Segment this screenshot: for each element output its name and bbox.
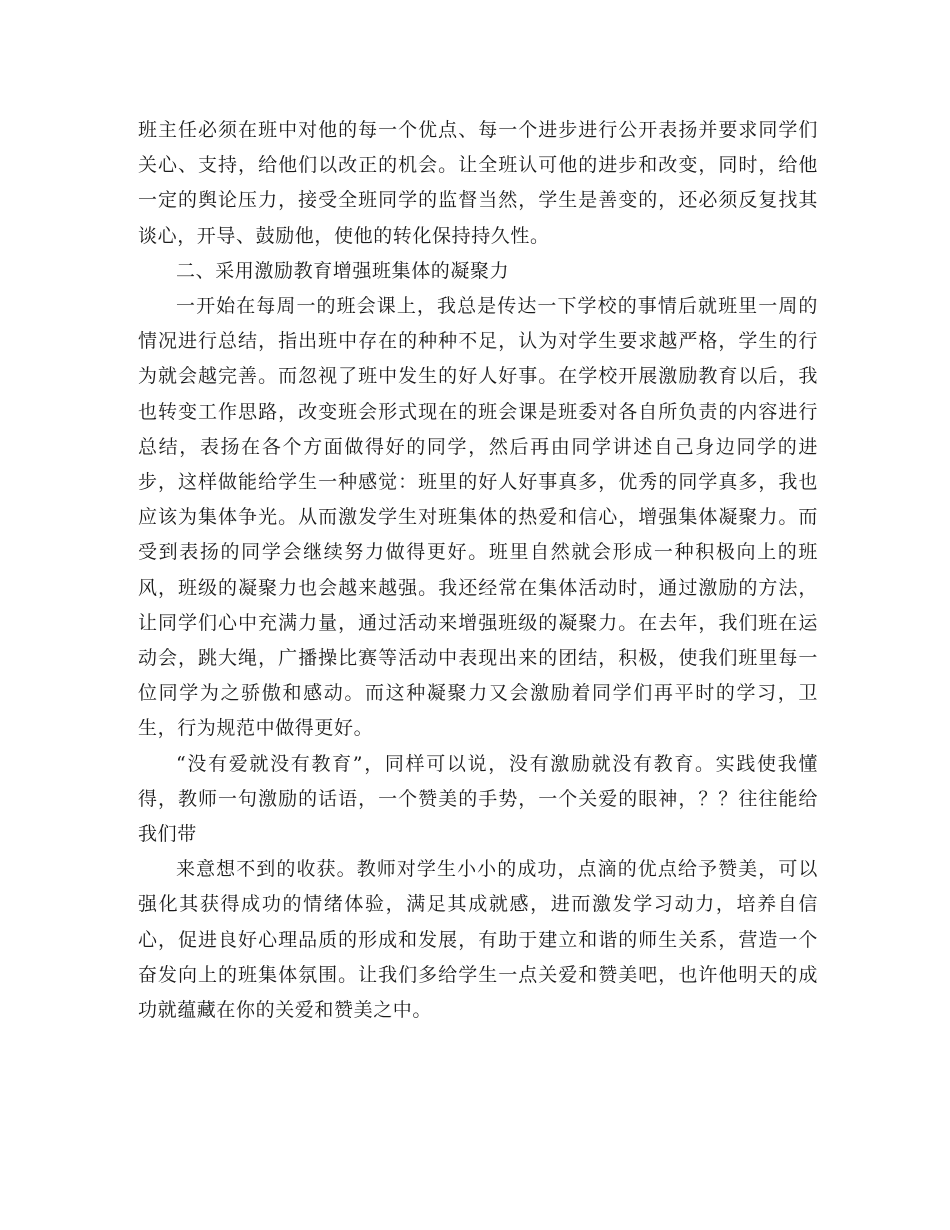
paragraph-continuation: 班主任必须在班中对他的每一个优点、每一个进步进行公开表扬并要求同学们关心、支持，给他们以改正的机会。让全班认可他的进步和改变，同时，给他一定的舆论压力，接受全班同学的监督当然，学生是善变的，还必须反复找其谈心，开导、鼓励他，使他的转化保持持久性。 [138, 119, 818, 247]
section-heading: 二、采用激励教育增强班集体的凝聚力 [176, 259, 510, 282]
document-body [138, 113, 818, 1028]
paragraph: “没有爱就没有教育”，同样可以说，没有激励就没有教育。实践使我懂得，教师一句激励的话语，一个赞美的手势，一个关爱的眼神，？？往往能给我们带 [138, 752, 818, 846]
paragraph: 来意想不到的收获。教师对学生小小的成功，点滴的优点给予赞美，可以强化其获得成功的情绪体验，满足其成就感，进而激发学习动力，培养自信心，促进良好心理品质的形成和发展，有助于建立和谐的师生关系，营造一个奋发向上的班集体氛围。让我们多给学生一点关爱和赞美吧，也许他明天的成功就蕴藏在你的关爱和赞美之中。 [138, 858, 818, 1022]
paragraph: 一开始在每周一的班会课上，我总是传达一下学校的事情后就班里一周的情况进行总结，指出班中存在的种种不足，认为对学生要求越严格，学生的行为就会越完善。而忽视了班中发生的好人好事。在学校开展激励教育以后，我也转变工作思路，改变班会形式现在的班会课是班委对各自所负责的内容进行总结，表扬在各个方面做得好的同学，然后再由同学讲述自己身边同学的进步，这样做能给学生一种感觉：班里的好人好事真多，优秀的同学真多，我也应该为集体争光。从而激发学生对班集体的热爱和信心，增强集体凝聚力。而受到表扬的同学会继续努力做得更好。班里自然就会形成一种积极向上的班风，班级的凝聚力也会越来越强。我还经常在集体活动时，通过激励的方法，让同学们心中充满力量，通过活动来增强班级的凝聚力。在去年，我们班在运动会，跳大绳，广播操比赛等活动中表现出来的团结，积极，使我们班里每一位同学为之骄傲和感动。而这种凝聚力又会激励着同学们再平时的学习，卫生，行为规范中做得更好。 [138, 295, 818, 740]
